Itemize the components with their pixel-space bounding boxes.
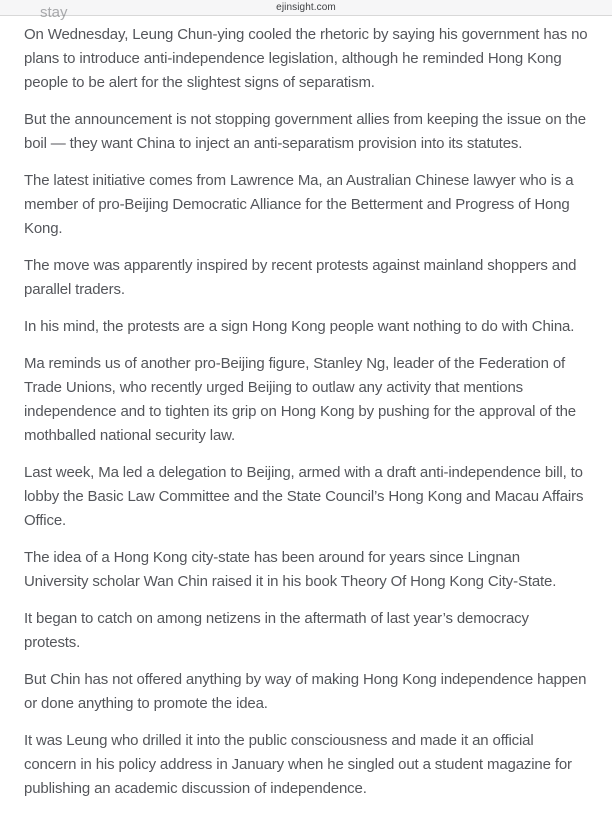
article-body [24,23,588,801]
clipped-text-fragment-text: stay [40,4,68,21]
article-paragraph: In his mind, the protests are a sign Hong Kong people want nothing to do with China. [24,318,575,335]
article-paragraph: But the announcement is not stopping government allies from keeping the issue on the boil — they want China to inject an anti-separatism provision into its statutes. [24,111,586,152]
site-domain-label: ejinsight.com [276,1,336,13]
clipped-text-fragment [24,1,588,21]
article-paragraph: The move was apparently inspired by recent protests against mainland shoppers and parallel traders. [24,257,577,298]
article-paragraph: The latest initiative comes from Lawrence Ma, an Australian Chinese lawyer who is a member of pro-Beijing Democratic Alliance for the Betterment and Progress of Hong Kong. [24,172,574,237]
article-paragraph: The idea of a Hong Kong city-state has been around for years since Lingnan University scholar Wan Chin raised it in his book Theory Of Hong Kong City-State. [24,549,557,590]
article-scroll-area[interactable] [0,1,612,801]
article-paragraph: On Wednesday, Leung Chun-ying cooled the rhetoric by saying his government has no plans to introduce anti-independence legislation, although he reminded Hong Kong people to be alert for the slightest signs of separatism. [24,26,588,91]
article-paragraph: It was Leung who drilled it into the public consciousness and made it an official concern in his policy address in January when he singled out a student magazine for publishing an academic discussion of independence. [24,732,572,797]
article-paragraph: But Chin has not offered anything by way of making Hong Kong independence happen or done anything to promote the idea. [24,671,587,712]
article-paragraph: Ma reminds us of another pro-Beijing figure, Stanley Ng, leader of the Federation of Trade Unions, who recently urged Beijing to outlaw any activity that mentions independence and to tighten its grip on Hong Kong by pushing for the approval of the mothballed national security law. [24,355,576,444]
article-paragraph: It began to catch on among netizens in the aftermath of last year’s democracy protests. [24,610,529,651]
article-paragraph: Last week, Ma led a delegation to Beijing, armed with a draft anti-independence bill, to lobby the Basic Law Committee and the State Council’s Hong Kong and Macau Affairs Office. [24,464,584,529]
